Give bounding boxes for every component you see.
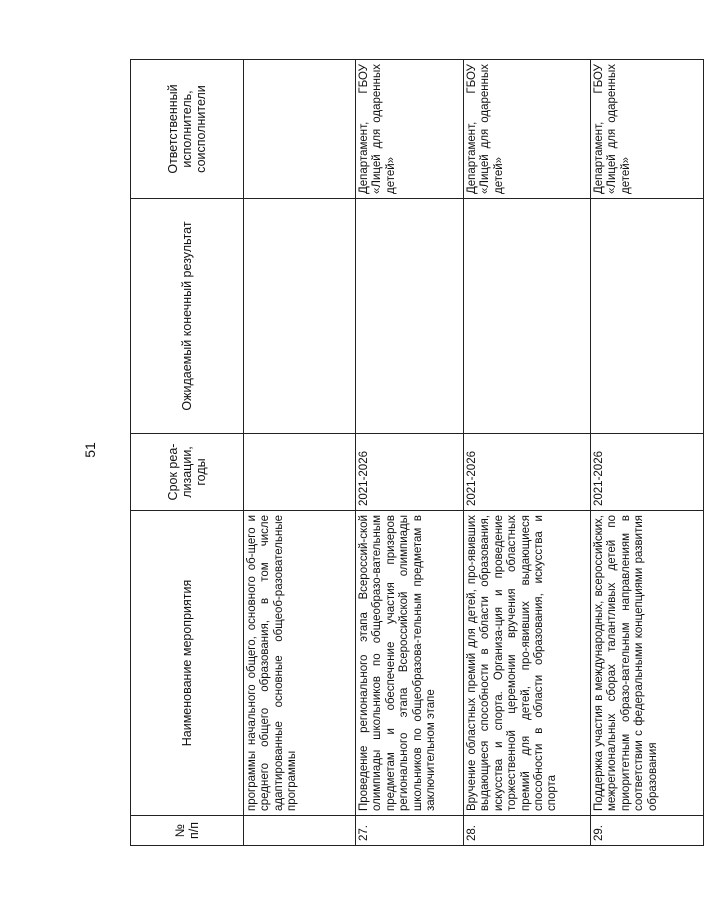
cell-responsible: Департамент, ГБОУ «Лицей для одаренных детей» (464, 60, 591, 199)
header-responsible: Ответственный исполнитель, соисполнители (131, 60, 244, 199)
cell-no: 29. (591, 816, 704, 846)
cell-result (244, 199, 356, 434)
cell-no (244, 816, 356, 846)
cell-result (591, 199, 704, 434)
cell-no: 28. (464, 816, 591, 846)
table-row (356, 60, 464, 846)
cell-no: 27. (356, 816, 464, 846)
table-row (464, 60, 591, 846)
cell-responsible (244, 60, 356, 199)
header-result: Ожидаемый конечный результат (131, 199, 244, 434)
cell-name: Поддержка участия в международных, всероссийских, межрегиональных сборах талантливых детей по приоритетным образо-вательным направлениям в соответствии с федеральными концепциями развития образования (591, 511, 704, 816)
cell-responsible: Департамент, ГБОУ «Лицей для одаренных детей» (591, 60, 704, 199)
rotated-table-container (130, 60, 659, 846)
cell-name: программы начального общего, основного об-щего и среднего общего образования, в том числе адаптированные основные общеоб-разовательные программы (244, 511, 356, 816)
cell-result (464, 199, 591, 434)
header-no: № п/п (131, 816, 244, 846)
header-term: Срок реа-лизации, годы (131, 434, 244, 511)
page-number: 51 (82, 442, 98, 458)
cell-term: 2021-2026 (356, 434, 464, 511)
cell-name: Вручение областных премий для детей, про-явивших выдающиеся способности в области образования, искусства и спорта. Организа-ция и проведение торжественной церемонии вручения областных премий для детей, про-явивших выдающиеся способности в области образования, искусства и спорта (464, 511, 591, 816)
table-row (591, 60, 704, 846)
header-name: Наименование мероприятия (131, 511, 244, 816)
cell-result (356, 199, 464, 434)
cell-responsible: Департамент, ГБОУ «Лицей для одаренных детей» (356, 60, 464, 199)
activities-table (130, 59, 704, 846)
cell-name: Проведение регионального этапа Всероссий-ской олимпиады школьников по общеобразо-вательным предметам и обеспечение участия призеров регионального этапа Всероссийской олимпиады школьников по общеобразова-тельным предметам в заключительном этапе (356, 511, 464, 816)
cell-term: 2021-2026 (464, 434, 591, 511)
cell-term: 2021-2026 (591, 434, 704, 511)
table-header-row (131, 60, 244, 846)
cell-term (244, 434, 356, 511)
table-row (244, 60, 356, 846)
